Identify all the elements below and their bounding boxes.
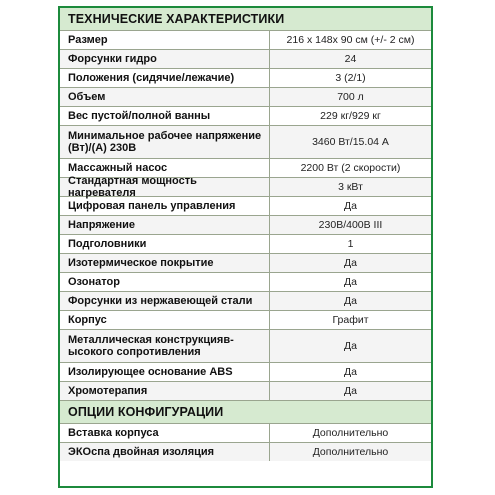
row-label: Напряжение bbox=[60, 216, 270, 234]
table-row bbox=[60, 363, 431, 382]
table-row bbox=[60, 197, 431, 216]
row-value: 3460 Вт/15.04 А bbox=[312, 135, 389, 148]
table-row bbox=[60, 107, 431, 126]
table-row bbox=[60, 31, 431, 50]
row-value: Да bbox=[344, 339, 357, 352]
table-row bbox=[60, 235, 431, 254]
table-row bbox=[60, 311, 431, 330]
options-rows bbox=[60, 424, 431, 461]
row-value: 3 (2/1) bbox=[335, 71, 366, 84]
table-row bbox=[60, 174, 431, 199]
row-label: Цифровая панель управления bbox=[60, 197, 270, 215]
row-value: Да bbox=[344, 365, 357, 378]
row-value: Да bbox=[344, 294, 357, 307]
row-value: Графит bbox=[332, 313, 369, 326]
row-value: Да bbox=[344, 199, 357, 212]
table-row bbox=[60, 126, 431, 159]
row-value: Дополнительно bbox=[312, 426, 389, 439]
row-label: Хромотерапия bbox=[60, 382, 270, 400]
row-label: Подголовники bbox=[60, 235, 270, 253]
row-label: Форсунки из нержавеющей стали bbox=[60, 292, 270, 310]
table-row bbox=[60, 273, 431, 292]
row-value: 229 кг/929 кг bbox=[320, 109, 381, 122]
row-label: Массажный насос bbox=[60, 159, 270, 177]
row-label: Размер bbox=[60, 31, 270, 49]
table-row bbox=[60, 292, 431, 311]
row-label: ЭКОспа двойная изоляция bbox=[60, 443, 270, 461]
row-value: Да bbox=[344, 275, 357, 288]
spec-table bbox=[58, 6, 433, 488]
row-label: Изотермическое покрытие bbox=[60, 254, 270, 272]
table-row bbox=[60, 69, 431, 88]
table-row bbox=[60, 88, 431, 107]
row-value: 700 л bbox=[337, 90, 364, 103]
table-row bbox=[60, 424, 431, 443]
row-value: 2200 Вт (2 скорости) bbox=[300, 161, 401, 174]
row-value: Дополнительно bbox=[312, 445, 389, 458]
row-label: Озонатор bbox=[60, 273, 270, 291]
table-row bbox=[60, 330, 431, 363]
row-label: Форсунки гидро bbox=[60, 50, 270, 68]
row-value: 216 x 148x 90 см (+/- 2 см) bbox=[286, 33, 415, 46]
section-header-specs: ТЕХНИЧЕСКИЕ ХАРАКТЕРИСТИКИ bbox=[60, 8, 431, 31]
table-row bbox=[60, 50, 431, 69]
row-label: Вставка корпуса bbox=[60, 424, 270, 442]
row-value: 1 bbox=[347, 237, 354, 250]
table-row bbox=[60, 382, 431, 401]
row-label: Объем bbox=[60, 88, 270, 106]
table-row bbox=[60, 443, 431, 461]
row-label: Вес пустой/полной ванны bbox=[60, 107, 270, 125]
row-label: Корпус bbox=[60, 311, 270, 329]
row-value: 3 кВт bbox=[338, 180, 363, 193]
table-row bbox=[60, 254, 431, 273]
row-value: 24 bbox=[344, 52, 357, 65]
row-value: Да bbox=[344, 384, 357, 397]
row-label: Минимальное рабочее напряжение (Вт)/(А) 230В bbox=[60, 126, 270, 158]
row-label: Металлическая конструкциявысокого сопротивления bbox=[60, 330, 270, 362]
section-header-options: ОПЦИИ КОНФИГУРАЦИИ bbox=[60, 401, 431, 424]
row-value: Да bbox=[344, 256, 357, 269]
row-value: 230В/400В III bbox=[318, 218, 383, 231]
table-row bbox=[60, 216, 431, 235]
row-label: Стандартная мощность нагревателя bbox=[60, 178, 270, 196]
row-label: Изолирующее основание ABS bbox=[60, 363, 270, 381]
row-label: Положения (сидячие/лежачие) bbox=[60, 69, 270, 87]
specs-rows bbox=[60, 31, 431, 401]
